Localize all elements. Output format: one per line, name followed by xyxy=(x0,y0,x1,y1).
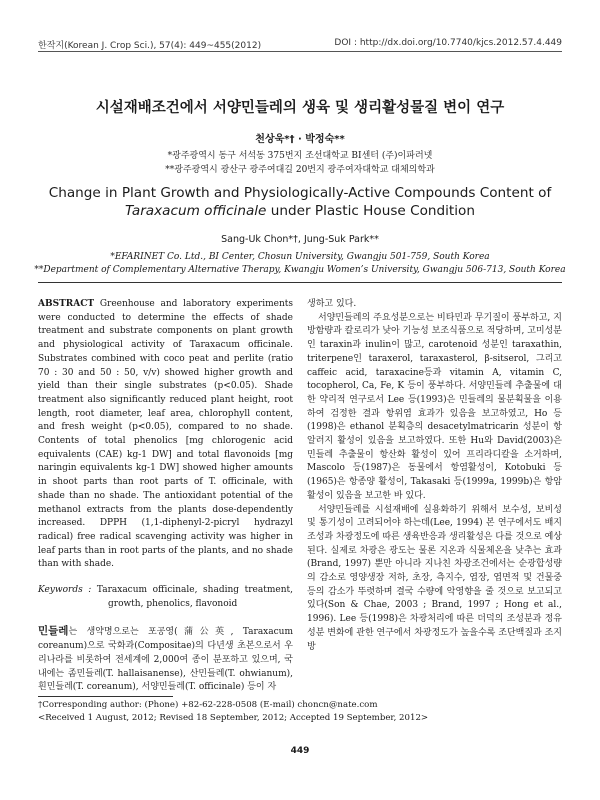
keywords-label: Keywords : xyxy=(38,585,92,596)
received-dates-note: <Received 1 August, 2012; Revised 18 September, 2012; Accepted 19 September, 2012> xyxy=(38,713,429,723)
title-rule xyxy=(38,282,562,283)
right-column xyxy=(307,298,562,654)
doi-link[interactable]: DOI : http://dx.doi.org/10.7740/kjcs.2012.57.4.449 xyxy=(334,38,562,48)
left-column xyxy=(38,298,293,695)
korean-affiliation-2: **광주광역시 광산구 광주여대길 20번지 광주여자대학교 대체의학과 xyxy=(165,165,435,175)
english-title-species: Taraxacum officinale xyxy=(125,203,267,219)
paragraph-continued: 생하고 있다. xyxy=(307,299,357,309)
english-title-rest: under Plastic House Condition xyxy=(266,203,475,219)
abstract xyxy=(38,298,293,572)
paragraph-shading: 서양민들레를 시설재배에 실용화하기 위해서 보수성, 보비성 및 통기성이 고려되어야 하는데(Lee, 1994) 본 연구에서도 배지조성과 차광정도에 따른 생육반응과 생리활성은 다를 것으로 예상된다. 실제로 차광은 광도는 물론 지온과 식물체온을 낮추는 효과(Brand, 1997) 뿐만 아니라 지나친 차광조건에서는 순광합성량의 감소로 영양생장 저하, 초장, 측지수, 엽장, 엽면적 및 건물중 등의 감소가 뚜렷하며 결국 수량에 악영향을 줄 것으로 보고되고 있다(Son & Chae, 2003 ; Brand, 1997 ; Hong et al., 1996). Lee 등(1998)은 차광처리에 따른 더덕의 조성분과 정유성분 변화에 관한 연구에서 차광정도가 높을수록 조단백질과 조지방 xyxy=(307,504,562,652)
header-rule xyxy=(38,51,562,52)
english-title-line1: Change in Plant Growth and Physiologically-Active Compounds Content of xyxy=(48,185,552,201)
english-affiliation-1: *EFARINET Co. Ltd., BI Center, Chosun University, Gwangju 501-759, South Korea xyxy=(110,252,490,262)
english-title xyxy=(20,184,580,220)
english-affiliation-2: **Department of Complementary Alternative Therapy, Kwangju Women’s University, Gwangju 506-713, South Korea xyxy=(34,265,566,275)
korean-affiliation-1: *광주광역시 동구 서석동 375번지 조선대학교 BI센터 (주)이파러넷 xyxy=(167,151,433,161)
intro-lead-word: 민들레 xyxy=(38,625,69,638)
intro-paragraph xyxy=(38,625,293,695)
intro-text: 는 생약명으로는 포공영(蒲公英, Taraxacum coreanum)으로 국화과(Compositae)의 다년생 초본으로서 우리나라를 비롯하여 전세계에 2,000여 종이 분포하고 있으며, 국내에는 좀민들레(T. hallaisanense), 산민들레(T. ohwianum), 흰민들레(T. coreanum), 서양민들레(T. officinale) 등이 자 xyxy=(38,627,293,693)
paragraph-constituents: 서양민들레의 주요성분으로는 비타민과 무기질이 풍부하고, 지방함량과 칼로리가 낮아 기능성 보조식품으로 적당하며, 고미성분인 taraxin과 inulin이 많고, carotenoid 성분인 taraxathin, triterpene인 taraxerol, taraxasterol, β-sitserol, 그리고 caffeic acid, taraxacine등과 vitamin A, vitamin C, tocopherol, Ca, Fe, K 등이 풍부하다. 서양민들레 추출물에 대한 약리적 연구로서 Lee 등(1993)은 민들레의 물분획물을 이용하여 검정한 결과 항위염 효과가 있음을 보고하였고, Ho 등(1998)은 ethanol 분획층의 desacetylmatricarin 성분이 항알러지 활성이 있음을 보고하였다. 또한 Hu와 David(2003)은 민들레 추출물이 항산화 활성이 있어 프리라디칼을 소거하며, Mascolo 등(1987)은 동물에서 항염활성이, Kotobuki 등(1965)은 항종양 활성이, Takasaki 등(1999a, 1999b)은 항암활성이 있음을 보고한 바 있다. xyxy=(307,312,562,501)
journal-citation: 한작지(Korean J. Crop Sci.), 57(4): 449~455(2012) xyxy=(38,41,262,51)
abstract-label: ABSTRACT xyxy=(38,299,95,309)
korean-title: 시설재배조건에서 서양민들레의 생육 및 생리활성물질 변이 연구 xyxy=(95,100,505,116)
korean-authors: 천상욱*† · 박정숙** xyxy=(255,134,345,145)
footnote-rule xyxy=(38,696,173,697)
keywords-text: Taraxacum officinale, shading treatment, growth, phenolics, flavonoid xyxy=(96,585,293,609)
abstract-text: Greenhouse and laboratory experiments were conducted to determine the effects of shade treatment and substrate components on plant growth and physiological activity of Taraxacum officinale. Substrates combined with coco peat and perlite (ratio 70 : 30 and 50 : 50, v/v) showed higher growth and yield than their single substrates (p<0.05). Shade treatment also significantly reduced plant height, root length, root diameter, leaf area, chlorophyll content, and fresh weight (p<0.05), compared to no shade. Contents of total phenolics [mg chlorogenic acid equivalents (CAE) kg-1 DW] and total flavonoids [mg naringin equivalents kg-1 DW] showed higher amounts in shoot parts than root parts of T. officinale, with shade than no shade. The antioxidant potential of the methanol extracts from the plants dose-dependently increased. DPPH (1,1-diphenyl-2-picryl hydrazyl radical) free radical scavenging activity was higher in leaf parts than in root parts of the plants, and no shade than with shade. xyxy=(38,299,293,570)
running-header xyxy=(38,30,562,52)
keywords xyxy=(38,584,293,611)
corresponding-author-note: †Corresponding author: (Phone) +82-62-228-0508 (E-mail) choncn@nate.com xyxy=(38,700,378,710)
english-authors: Sang-Uk Chon*†, Jung-Suk Park** xyxy=(221,234,379,245)
page-number: 449 xyxy=(290,746,310,756)
